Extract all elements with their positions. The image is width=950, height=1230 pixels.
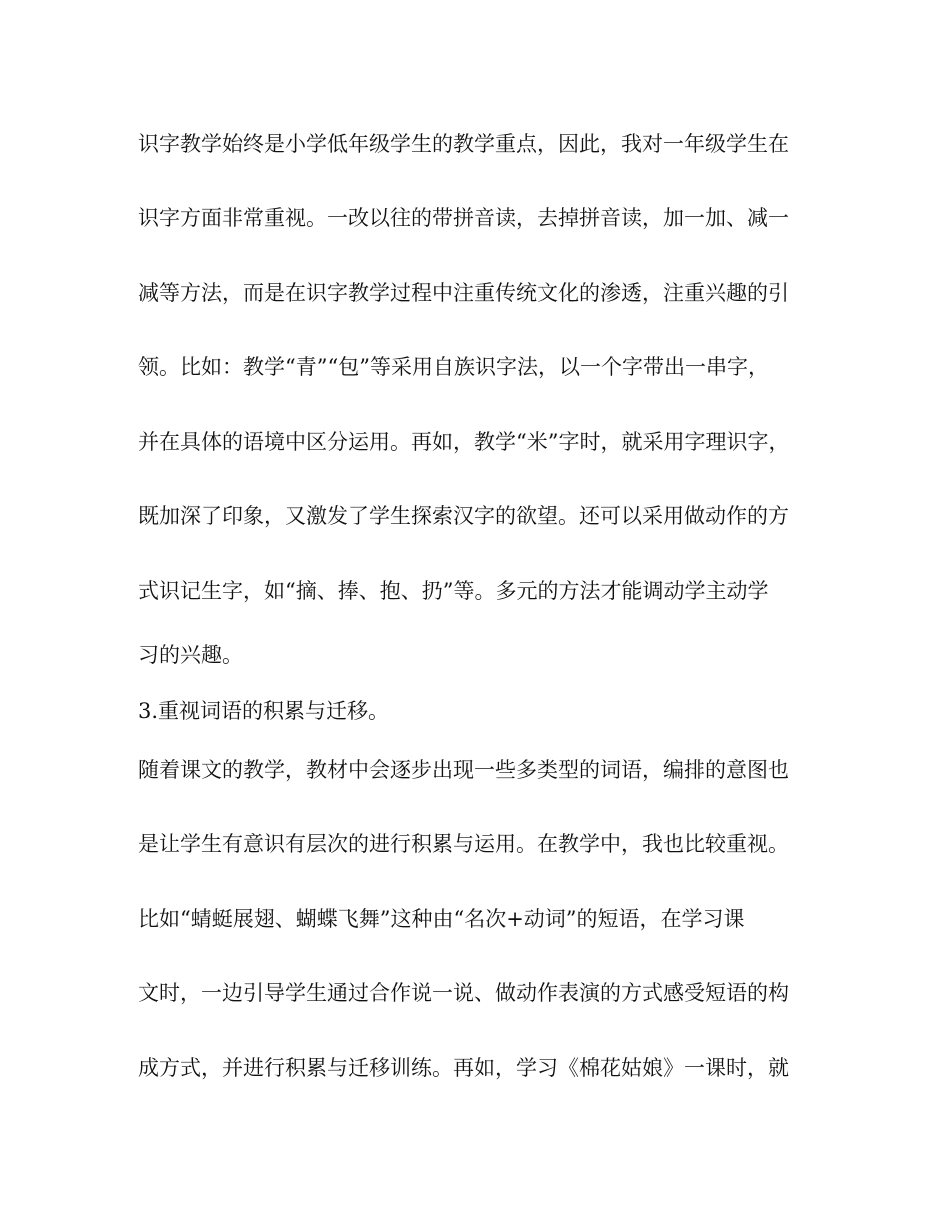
text-line: 文时，一边引导学生通过合作说一说、做动作表演的方式感受短语的构 [138, 981, 789, 1005]
text-line: 成方式，并进行积累与迁移训练。再如，学习《棉花姑娘》一课时，就 [138, 1056, 789, 1080]
text-line: 识字教学始终是小学低年级学生的教学重点，因此，我对一年级学生在 [138, 132, 789, 156]
text-line: 随着课文的教学，教材中会逐步出现一些多类型的词语，编排的意图也 [138, 758, 789, 782]
section-heading: 3.重视词语的积累与迁移。 [138, 699, 390, 723]
text-line: 既加深了印象，又激发了学生探索汉字的欲望。还可以采用做动作的方 [138, 504, 789, 528]
text-line: 比如“蜻蜓展翅、蝴蝶飞舞”这种由“名次+动词”的短语，在学习课 [138, 907, 745, 931]
text-line: 识字方面非常重视。一改以往的带拼音读，去掉拼音读，加一加、减一 [138, 206, 789, 230]
text-line: 领。比如：教学“青”“包”等采用自族识字法，以一个字带出一串字， [138, 355, 769, 379]
text-line: 式识记生字，如“摘、捧、抱、扔”等。多元的方法才能调动学主动学 [138, 579, 769, 603]
text-line: 习的兴趣。 [138, 643, 243, 667]
text-line: 是让学生有意识有层次的进行积累与运用。在教学中，我也比较重视。 [138, 832, 789, 856]
text-line: 并在具体的语境中区分运用。再如，教学“米”字时，就采用字理识字， [138, 430, 790, 454]
text-line: 减等方法，而是在识字教学过程中注重传统文化的渗透，注重兴趣的引 [138, 281, 789, 305]
